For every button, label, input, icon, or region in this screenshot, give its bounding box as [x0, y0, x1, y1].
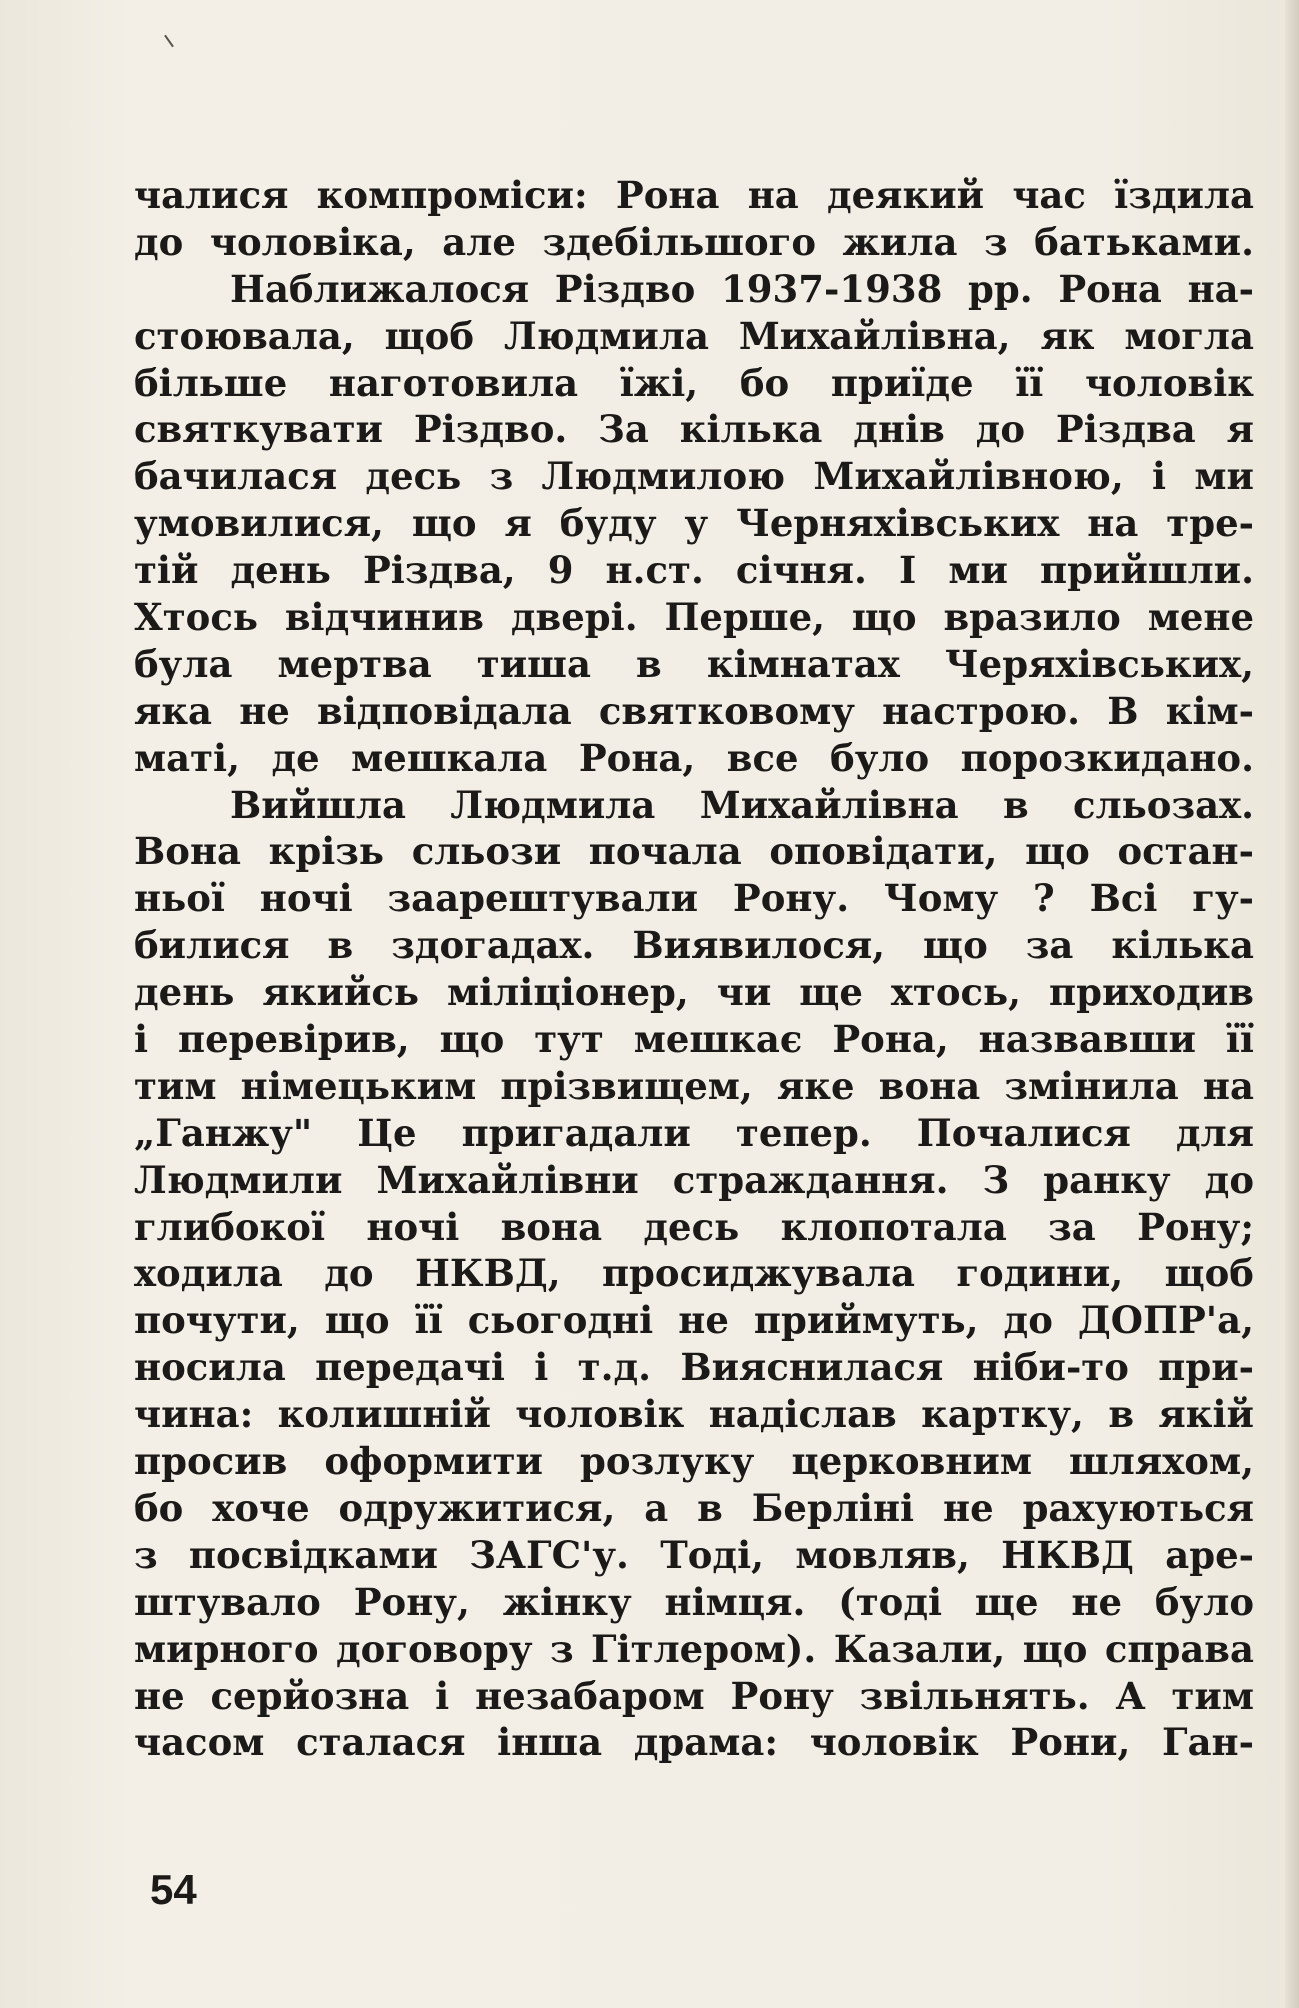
text-line: Хтось відчинив двері. Перше, що вразило мене	[134, 595, 1254, 640]
text-line: Людмили Михайлівни страждання. З ранку до	[134, 1157, 1254, 1202]
text-line: і перевірив, що тут мешкає Рона, назвавши її	[134, 1017, 1254, 1062]
text-line: почути, що її сьогодні не приймуть, до ДОПР'а,	[134, 1298, 1254, 1343]
text-line: бачилася десь з Людмилою Михайлівною, і ми	[134, 454, 1254, 499]
text-line: чина: колишній чоловік надіслав картку, в якій	[134, 1392, 1254, 1437]
text-line: бо хоче одружитися, а в Берліні не рахуються	[134, 1485, 1254, 1530]
text-line: „Ганжу" Це пригадали тепер. Почалися для	[134, 1110, 1254, 1155]
text-line: до чоловіка, але здебільшого жила з батьками.	[134, 219, 1254, 264]
text-line: чалися компроміси: Рона на деякий час їздила	[134, 173, 1254, 217]
text-line: часом сталася інша драма: чоловік Рони, Ган-	[134, 1720, 1254, 1765]
print-speck	[164, 35, 174, 48]
text-line: мирного договору з Гітлером). Казали, що справа	[134, 1626, 1254, 1671]
text-line: яка не відповідала святковому настрою. В кім-	[134, 688, 1254, 733]
text-line: тій день Різдва, 9 н.ст. січня. І ми прийшли.	[134, 548, 1254, 593]
text-line: стоювала, щоб Людмила Михайлівна, як могла	[134, 313, 1254, 358]
text-line: ньої ночі заарештували Рону. Чому ? Всі гу-	[134, 876, 1254, 921]
page-number: 54	[150, 1866, 197, 1913]
text-line: Вийшла Людмила Михайлівна в сльозах.	[230, 782, 1254, 827]
page-edge-shadow	[1285, 0, 1299, 2008]
text-line: маті, де мешкала Рона, все було порозкидано.	[134, 735, 1254, 780]
text-line: ходила до НКВД, просиджувала години, щоб	[134, 1251, 1254, 1296]
text-line: Наближалося Різдво 1937-1938 рр. Рона на-	[230, 266, 1254, 311]
text-line: святкувати Різдво. За кілька днів до Різдва я	[134, 407, 1254, 452]
text-line: билися в здогадах. Виявилося, що за кілька	[134, 923, 1254, 968]
text-line: глибокої ночі вона десь клопотала за Рону;	[134, 1204, 1254, 1249]
text-line: просив оформити розлуку церковним шляхом,	[134, 1439, 1254, 1484]
text-line: не серйозна і незабаром Рону звільнять. А тим	[134, 1673, 1254, 1718]
text-line: штувало Рону, жінку німця. (тоді ще не було	[134, 1579, 1254, 1624]
text-line: носила передачі і т.д. Вияснилася ніби-то при-	[134, 1345, 1254, 1390]
text-line: з посвідками ЗАГС'у. Тоді, мовляв, НКВД аре-	[134, 1532, 1254, 1577]
text-line: тим німецьким прізвищем, яке вона змінила на	[134, 1063, 1254, 1108]
body-text	[134, 172, 1254, 1766]
text-line: більше наготовила їжі, бо приїде її чоловік	[134, 360, 1254, 405]
text-line: була мертва тиша в кімнатах Черяхівських,	[134, 641, 1254, 686]
text-line: умовилися, що я буду у Черняхівських на тре-	[134, 501, 1254, 546]
text-line: день якийсь міліціонер, чи ще хтось, приходив	[134, 970, 1254, 1015]
text-line: Вона крізь сльози почала оповідати, що остан-	[134, 829, 1254, 874]
